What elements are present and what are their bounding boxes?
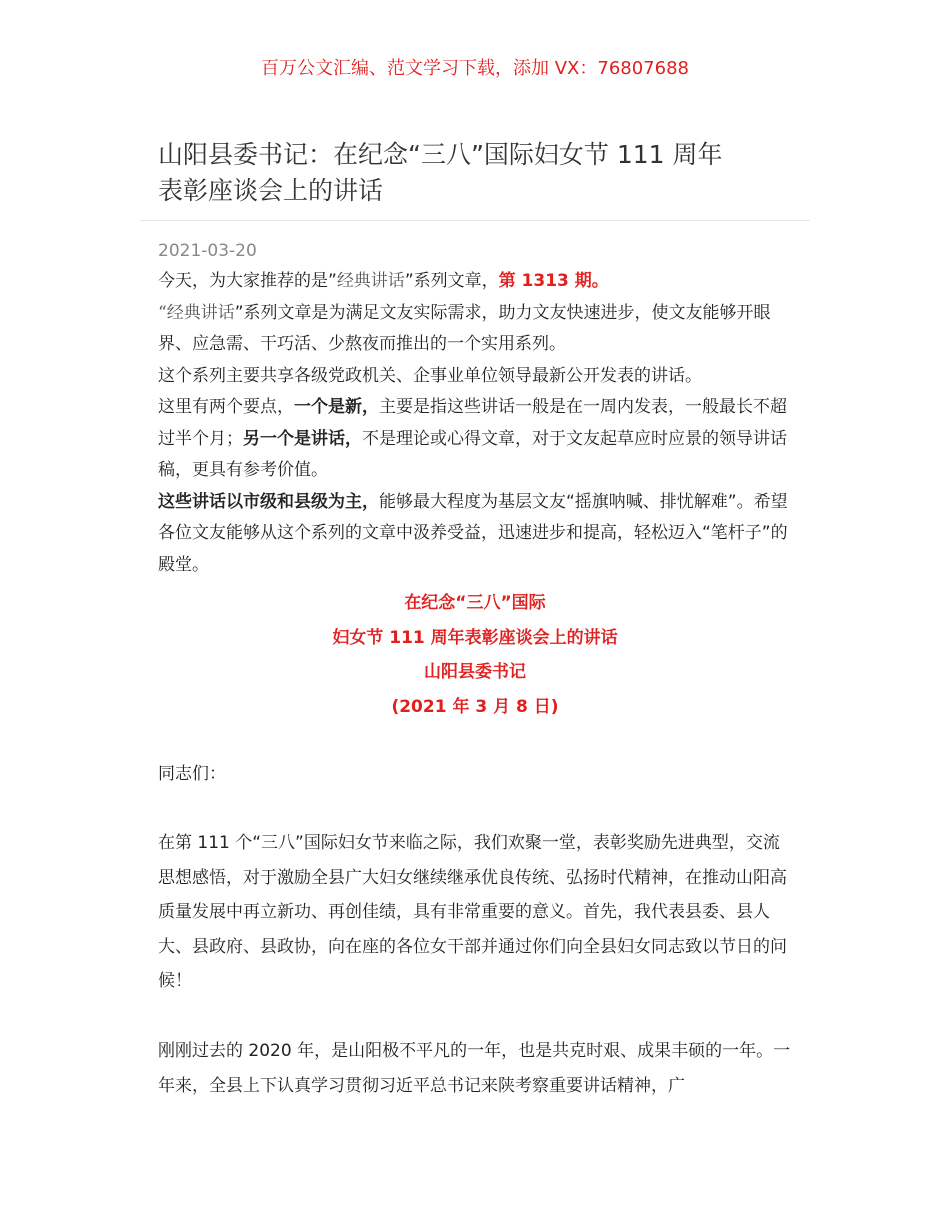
intro-p4-c: 主要是指这些讲话一般是在一周内发表，一般最长不超过半个月； [158, 397, 787, 449]
article-title [158, 137, 798, 209]
speech-paragraph-1: 在第 111 个“三八”国际妇女节来临之际，我们欢聚一堂，表彰奖励先进典型，交流思想感悟，对于激励全县广大妇女继续继承优良传统、弘扬时代精神，在推动山阳高质量发展中再立新功、再创佳绩，具有非常重要的意义。首先，我代表县委、县人大、县政府、县政协，向在座的各位女干部并通过你们向全县妇女同志致以节日的问候！ [158, 833, 787, 991]
intro-p5-a: 这些讲话以市级和县级为主， [158, 491, 379, 512]
intro-p1-prefix: 今天，为大家推荐的是” [158, 271, 337, 291]
article-title-line2: 表彰座谈会上的讲话 [158, 176, 384, 205]
speech-header-line4: (2021 年 3 月 8 日) [391, 696, 559, 717]
speech-header-line3: 山阳县委书记 [424, 662, 526, 682]
intro-paragraph-5 [158, 487, 794, 582]
intro-p5-b: 能够最大程度为基层文友“摇旗呐喊、排忧解难”。希望各位文友能够从这个系列的文章中汲养受益，迅速进步和提高，轻松迈入“笔杆子”的殿堂。 [158, 491, 788, 575]
intro-paragraph-2 [158, 298, 794, 361]
intro-paragraph-3: 这个系列主要共享各级党政机关、企事业单位领导最新公开发表的讲话。 [158, 365, 702, 386]
promo-banner: 百万公文汇编、范文学习下载，添加 VX：76807688 [261, 58, 689, 79]
publish-date: 2021-03-20 [158, 241, 257, 261]
intro-p4-b: 一个是新， [294, 397, 379, 417]
intro-p1-mid: ”系列文章， [404, 271, 499, 291]
speech-salutation: 同志们： [158, 764, 226, 784]
intro-p2-open: “ [158, 302, 167, 323]
speech-header [0, 586, 950, 724]
intro-paragraph-1 [158, 266, 794, 298]
speech-paragraph-2: 刚刚过去的 2020 年，是山阳极不平凡的一年，也是共克时艰、成果丰硕的一年。一年来，全县上下认真学习贯彻习近平总书记来陕考察重要讲话精神，广 [158, 1041, 791, 1096]
intro-p2-rest: ”系列文章是为满足文友实际需求，助力文友快速进步，使文友能够开眼界、应急需、干巧活、少熬夜而推出的一个实用系列。 [158, 302, 771, 354]
intro-p4-d: 另一个是讲话， [243, 428, 362, 449]
intro-p4-e: 不是理论或心得文章，对于文友起草应时应景的领导讲话稿，更具有参考价值。 [158, 428, 787, 480]
speech-header-line2: 妇女节 111 周年表彰座谈会上的讲话 [332, 627, 618, 648]
intro-paragraph-4 [158, 392, 794, 487]
article-title-line1: 山阳县委书记：在纪念“三八”国际妇女节 111 周年 [158, 140, 723, 169]
intro-p1-series: 经典讲话 [336, 271, 405, 291]
intro-section [158, 266, 794, 581]
issue-number: 第 1313 期。 [498, 271, 609, 291]
title-divider [140, 220, 810, 221]
intro-p2-series: 经典讲话 [166, 302, 235, 323]
speech-header-line1: 在纪念“三八”国际 [404, 593, 546, 613]
intro-p4-a: 这里有两个要点， [158, 397, 294, 417]
